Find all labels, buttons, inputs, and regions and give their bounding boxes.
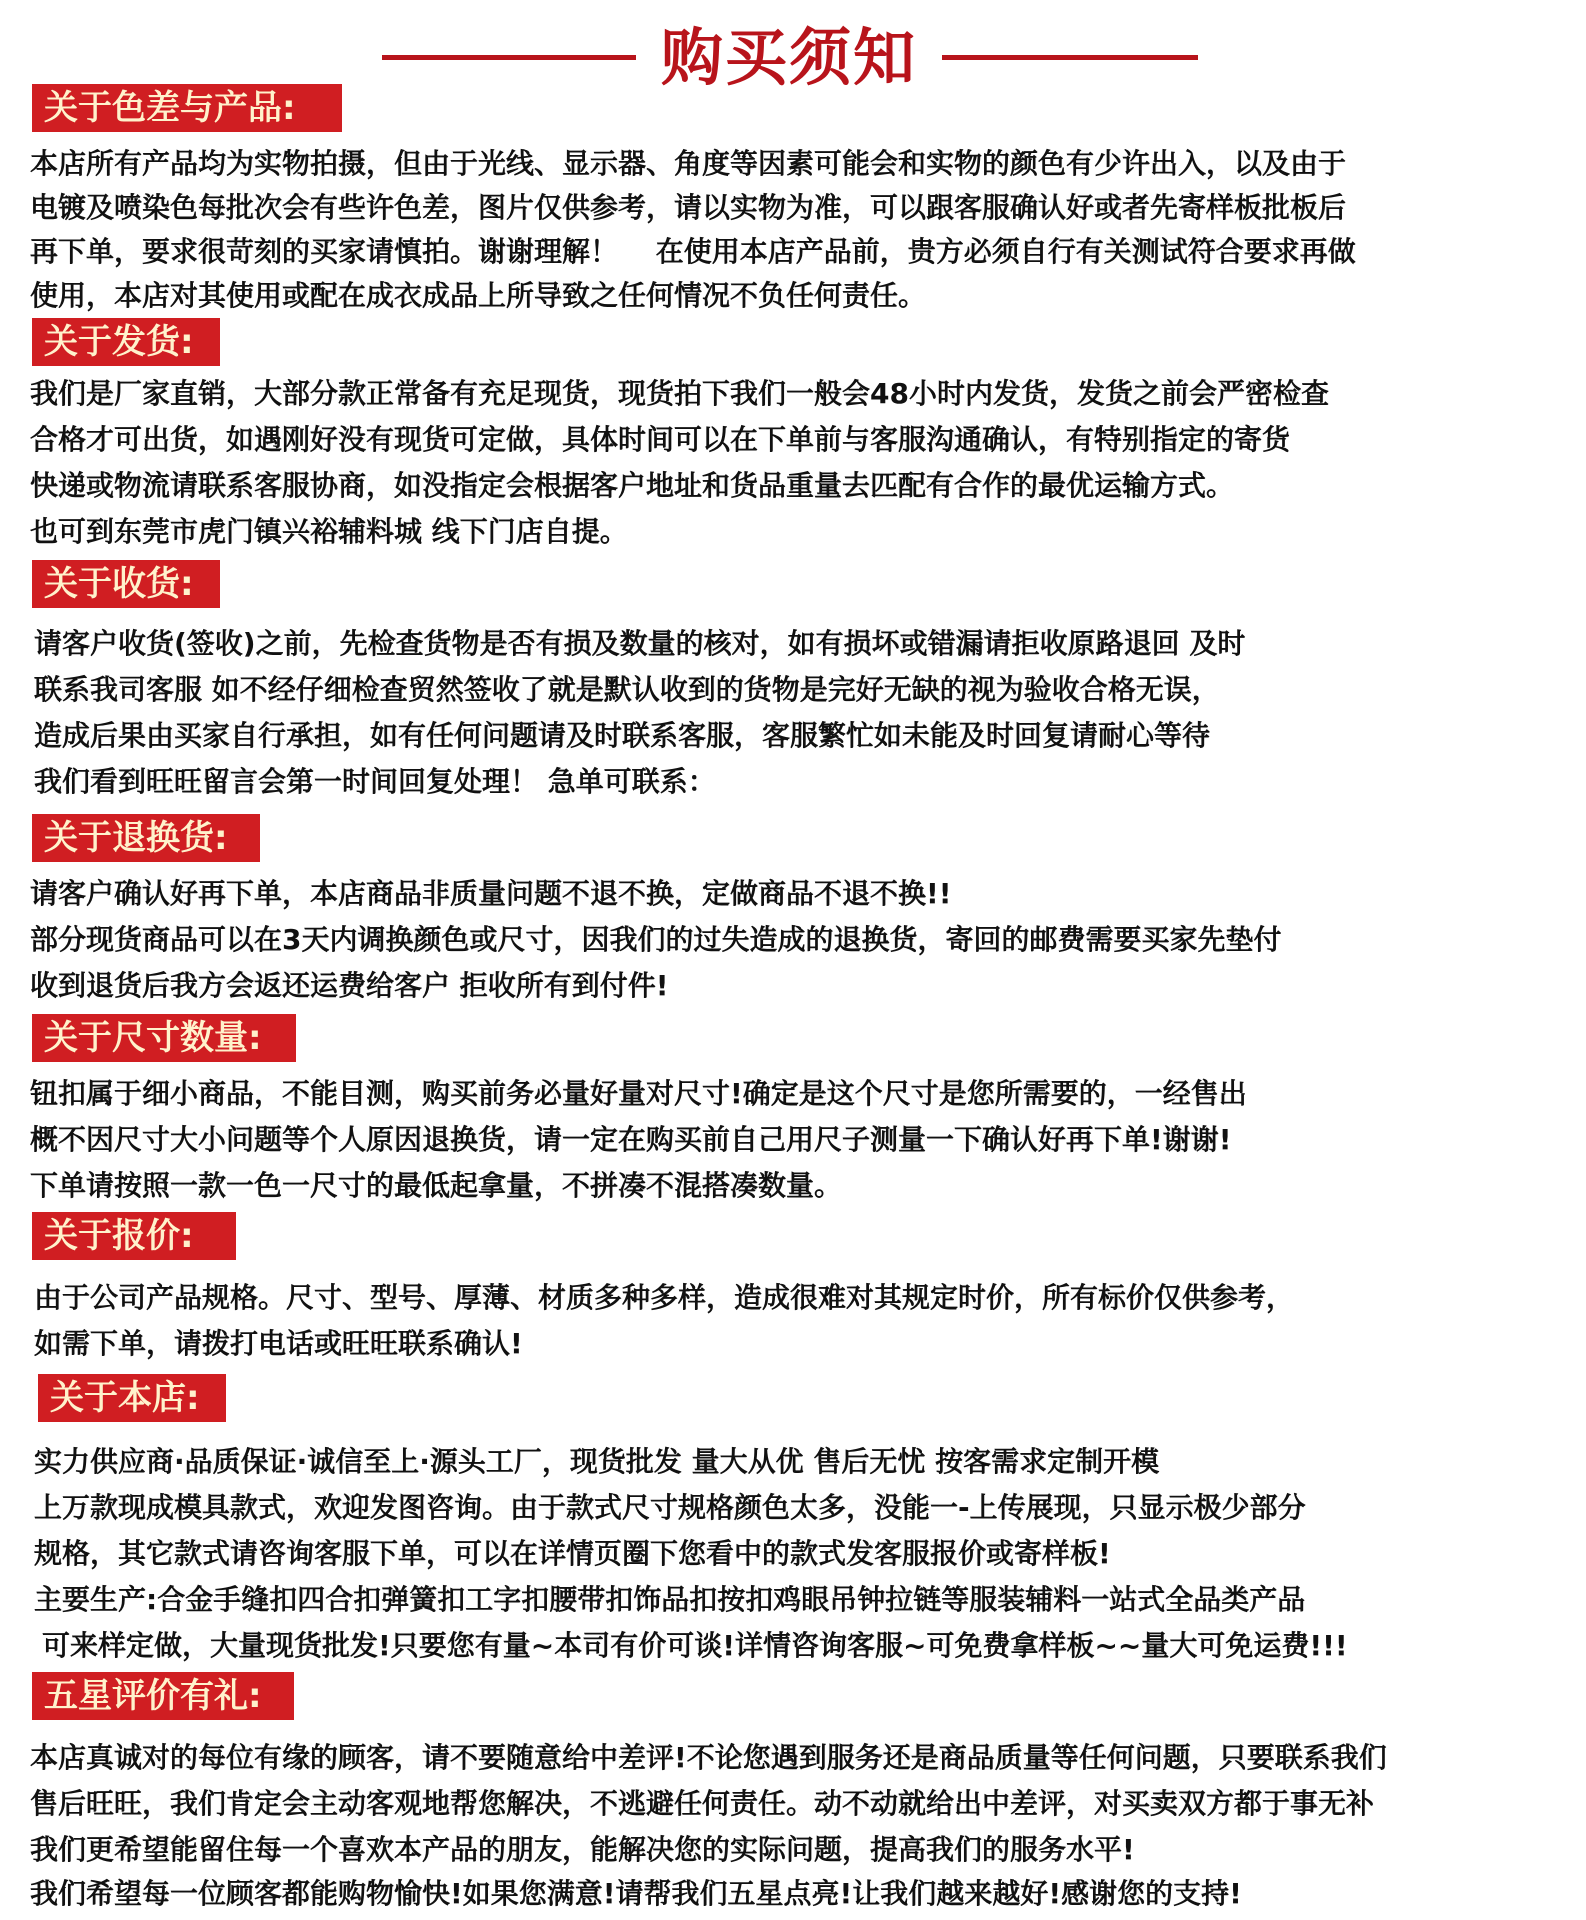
- section-text-line: 联系我司客服 如不经仔细检查贸然签收了就是默认收到的货物是完好无缺的视为验收合格无误，: [34, 673, 1220, 706]
- section-text-line: 快递或物流请联系客服协商，如没指定会根据客户地址和货品重量去匹配有合作的最优运输方式。: [30, 469, 1235, 502]
- section-heading: 关于尺寸数量:: [32, 1014, 296, 1062]
- section-heading: 关于收货:: [32, 560, 220, 608]
- section-text-line: 造成后果由买家自行承担，如有任何问题请及时联系客服，客服繁忙如未能及时回复请耐心等待: [34, 719, 1211, 752]
- title-divider-right: [942, 55, 1198, 60]
- section-text-line: 本店真诚对的每位有缘的顾客，请不要随意给中差评!不论您遇到服务还是商品质量等任何问题，只要联系我们: [30, 1741, 1387, 1774]
- section-heading: 关于退换货:: [32, 814, 260, 862]
- title-divider-left: [382, 55, 636, 60]
- section-text-line: 我们看到旺旺留言会第一时间回复处理！ 急单可联系：: [34, 765, 716, 798]
- section-text-line: 上万款现成模具款式，欢迎发图咨询。由于款式尺寸规格颜色太多，没能一-上传展现，只显示极少部分: [34, 1491, 1306, 1524]
- section-text-line: 部分现货商品可以在3天内调换颜色或尺寸，因我们的过失造成的退换货，寄回的邮费需要买家先垫付: [30, 923, 1282, 956]
- section-text-line: 可来样定做，大量现货批发!只要您有量~本司有价可谈!详情咨询客服~可免费拿样板~~量大可免运费!!!: [42, 1629, 1348, 1662]
- section-text-line: 钮扣属于细小商品，不能目测，购买前务必量好量对尺寸!确定是这个尺寸是您所需要的，一经售出: [30, 1077, 1247, 1110]
- section-text-line: 我们是厂家直销，大部分款正常备有充足现货，现货拍下我们一般会48小时内发货，发货之前会严密检查: [30, 377, 1329, 410]
- section-heading: 五星评价有礼:: [32, 1672, 294, 1720]
- section-text-line: 下单请按照一款一色一尺寸的最低起拿量，不拼凑不混搭凑数量。: [30, 1169, 843, 1202]
- section-text-line: 请客户确认好再下单，本店商品非质量问题不退不换，定做商品不退不换!!: [30, 877, 952, 910]
- section-text-line: 本店所有产品均为实物拍摄，但由于光线、显示器、角度等因素可能会和实物的颜色有少许出入，以及由于: [30, 147, 1347, 180]
- section-text-line: 请客户收货(签收)之前，先检查货物是否有损及数量的核对，如有损坏或错漏请拒收原路退回 及时: [34, 627, 1246, 660]
- section-text-line: 使用，本店对其使用或配在成衣成品上所导致之任何情况不负任何责任。: [30, 279, 927, 312]
- section-text-line: 我们希望每一位顾客都能购物愉快!如果您满意!请帮我们五星点亮!让我们越来越好!感谢您的支持!: [30, 1877, 1242, 1910]
- section-text-line: 合格才可出货，如遇刚好没有现货可定做，具体时间可以在下单前与客服沟通确认，有特别指定的寄货: [30, 423, 1291, 456]
- section-text-line: 也可到东莞市虎门镇兴裕辅料城 线下门店自提。: [30, 515, 628, 548]
- section-text-line: 售后旺旺，我们肯定会主动客观地帮您解决，不逃避任何责任。动不动就给出中差评，对买卖双方都于事无补: [30, 1787, 1375, 1820]
- section-text-line: 主要生产:合金手缝扣四合扣弹簧扣工字扣腰带扣饰品扣按扣鸡眼吊钟拉链等服装辅料一站式全品类产品: [34, 1583, 1306, 1616]
- section-text-line: 如需下单，请拨打电话或旺旺联系确认!: [34, 1327, 523, 1360]
- section-text-line: 概不因尺寸大小问题等个人原因退换货，请一定在购买前自己用尺子测量一下确认好再下单!谢谢!: [30, 1123, 1232, 1156]
- section-text-line: 再下单，要求很苛刻的买家请慎拍。谢谢理解！ 在使用本店产品前，贵方必须自行有关测试符合要求再做: [30, 235, 1356, 268]
- section-heading: 关于报价:: [32, 1212, 236, 1260]
- section-heading: 关于本店:: [38, 1374, 226, 1422]
- section-text-line: 电镀及喷染色每批次会有些许色差，图片仅供参考，请以实物为准，可以跟客服确认好或者先寄样板批板后: [30, 191, 1347, 224]
- section-text-line: 由于公司产品规格。尺寸、型号、厚薄、材质多种多样，造成很难对其规定时价，所有标价仅供参考，: [34, 1281, 1295, 1314]
- section-text-line: 我们更希望能留住每一个喜欢本产品的朋友，能解决您的实际问题，提高我们的服务水平!: [30, 1833, 1135, 1866]
- section-text-line: 规格，其它款式请咨询客服下单，可以在详情页圈下您看中的款式发客服报价或寄样板!: [34, 1537, 1111, 1570]
- section-text-line: 实力供应商·品质保证·诚信至上·源头工厂，现货批发 量大从优 售后无忧 按客需求定制开模: [34, 1445, 1160, 1478]
- section-heading: 关于色差与产品:: [32, 84, 342, 132]
- section-heading: 关于发货:: [32, 318, 220, 366]
- section-text-line: 收到退货后我方会返还运费给客户 拒收所有到付件!: [30, 969, 669, 1002]
- page-title: 购买须知: [660, 21, 917, 94]
